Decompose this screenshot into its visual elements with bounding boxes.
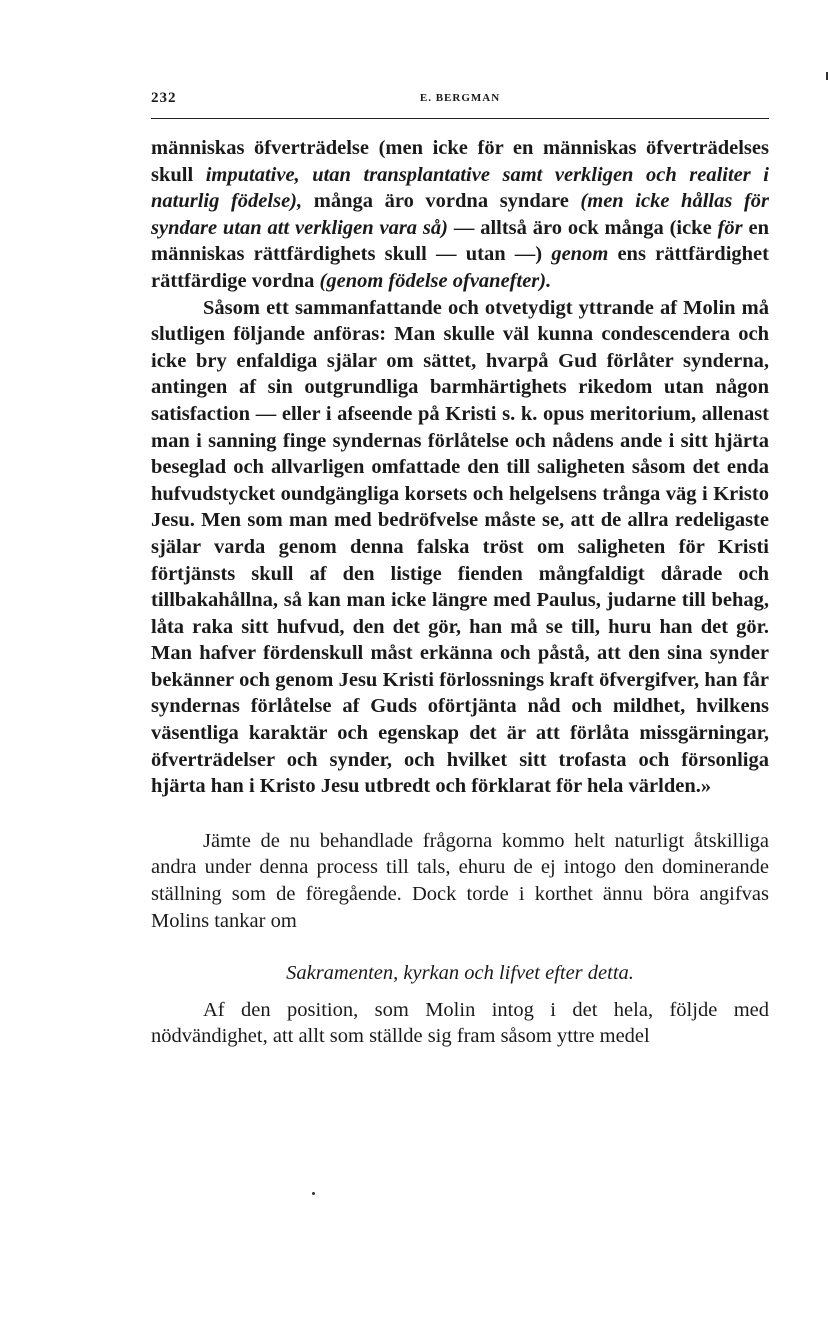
section-heading: Sakramenten, kyrkan och lifvet efter detta. — [286, 962, 634, 985]
italic-run: för — [717, 216, 743, 239]
text-run: människas öfverträdelse (men icke för en människas öfverträdelses skull — [151, 137, 769, 186]
paragraph-gap — [151, 800, 769, 828]
page-number: 232 — [151, 90, 177, 106]
italic-run: imputative, utan transplantative samt verkligen och realiter i naturlig födelse), — [151, 163, 769, 213]
paragraph-quote: Såsom ett sammanfattande och otvetydigt yttrande af Molin må slutligen följande anföras: Man skulle väl kunna condescendera och icke bry enfaldiga själar om sättet, hvarpå Gud förlåter synderna, antingen af sin outgrundliga barmhärtighets rikedom utan någon satisfaction — eller i afseende på Kristi s. k. opus meritorium, allenast man i sanning finge syndernas förlåtelse och nådens ande i sitt hjärta beseglad och allvarligen omfattade den till saligheten såsom det enda hufvudstycket oundgängliga korsets och helgelsens trånga väg i Kristo Jesu. Men som man med bedröfvelse måste se, att de allra redeligaste själar varda genom denna falska tröst om saligheten för Kristi förtjänsts skull af den listige fienden mångfaldigt dårade och tillbakahållna, så kan man icke längre med Paulus, judarne till behag, låta raka sitt hufvud, den det gör, han må se till, huru han det gör. Man hafver fördenskull måst erkänna och påstå, att den sina synder bekänner och genom Jesu Kristi förlossnings kraft öfvergifver, han får syndernas förlåtelse af Guds oförtjänta nåd och mildhet, hvilkens väsentliga karaktär och egenskap det är att förlåta missgärningar, öfverträdelser och synder, och hvilket sitt trofasta och försonliga hjärta han i Kristo Jesu utbredt och förklarat för hela världen.» — [151, 296, 769, 798]
text-run: en människas rättfärdighets skull — utan —) — [151, 216, 769, 266]
page-body — [151, 135, 769, 1050]
italic-run: genom — [551, 243, 609, 266]
text-run: — alltså äro ock många (icke — [447, 216, 718, 239]
page-header — [151, 90, 769, 112]
print-speck — [826, 72, 828, 80]
print-speck — [312, 1192, 315, 1195]
italic-run: (genom födelse ofvanefter). — [319, 269, 552, 292]
text-run: många äro vordna syndare — [302, 190, 581, 213]
text-run: ens rättfärdighet rättfärdige vordna — [151, 243, 769, 292]
paragraph-transition: Jämte de nu behandlade frågorna kommo helt naturligt åtskilliga andra under denna process till tals, ehuru de ej intogo den dominerande ställning som de föregående. Dock torde i korthet ännu böra angifvas Molins tankar om — [151, 829, 769, 932]
paragraph-section-start: Af den position, som Molin intog i det hela, följde med nödvändighet, att allt som ställde sig fram såsom yttre medel — [151, 998, 769, 1048]
running-head: E. BERGMAN — [419, 92, 501, 104]
header-rule — [151, 118, 769, 119]
paragraph-continued — [151, 135, 769, 295]
italic-run: (men icke hållas för syndare utan att verkligen vara så) — [151, 190, 769, 239]
